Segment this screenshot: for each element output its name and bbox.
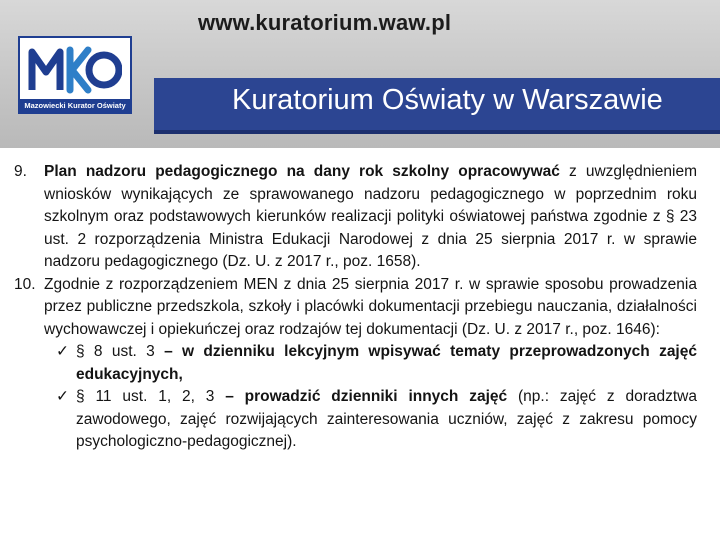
item-bold-intro: Plan nadzoru pedagogicznego na dany rok szkolny opracowywać (44, 163, 560, 180)
mko-logo (18, 36, 132, 114)
item-text (44, 161, 697, 274)
item-number: 9. (14, 163, 27, 180)
bold-instruction: – w dzienniku lekcyjnym wpisywać tematy przeprowadzonych zajęć edukacyjnych, (76, 343, 697, 383)
site-url[interactable]: www.kuratorium.waw.pl (198, 10, 452, 35)
title-band-underline (154, 130, 720, 134)
checkmark-list (44, 341, 697, 454)
instruction-rest: (np.: zajęć z doradztwa zawodowego, zajęć rozwijających zainteresowania uczniów, zajęć z zakresu pomocy psychologiczno-pedagogicznej). (76, 388, 697, 450)
item-body: z uwzględnieniem wniosków wynikających ze sprawowanego nadzoru pedagogicznego w poprzednim roku szkolnym oraz podstawowych kierunków realizacji polityki oświatowej państwa zgodnie z § 23 ust. 2 rozporządzenia Ministra Edukacji Narodowej z dnia 25 sierpnia 2017 r. w sprawie nadzoru pedagogicznego (Dz. U. z 2017 r., poz. 1658). (44, 163, 697, 270)
paragraph-ref: § 11 ust. 1, 2, 3 (76, 388, 226, 405)
list-item-10 (14, 274, 697, 454)
numbered-list (14, 161, 697, 454)
item-number: 10. (14, 275, 36, 293)
list-item-9 (14, 161, 697, 274)
paragraph-ref: § 8 ust. 3 (76, 343, 165, 360)
checkmark-icon: ✓ (56, 343, 69, 360)
checkmark-item (44, 341, 697, 386)
checkmark-icon: ✓ (56, 388, 69, 405)
item-text: Zgodnie z rozporządzeniem MEN z dnia 25 sierpnia 2017 r. w sprawie sposobu prowadzenia przez publiczne przedszkola, szkoły i placówki dokumentacji przebiegu nauczania, działalności wychowawczej i opiekuńczej oraz rodzajów tej dokumentacji (Dz. U. z 2017 r., poz. 1646): (44, 275, 697, 338)
page-header (0, 0, 720, 148)
bold-instruction: – prowadzić dzienniki innych zajęć (225, 388, 508, 405)
document-body (14, 161, 697, 454)
checkmark-item (44, 386, 697, 454)
page-title: Kuratorium Oświaty w Warszawie (232, 84, 663, 116)
mko-logo-mark (28, 42, 122, 96)
logo-caption: Mazowiecki Kurator Oświaty (20, 99, 130, 112)
